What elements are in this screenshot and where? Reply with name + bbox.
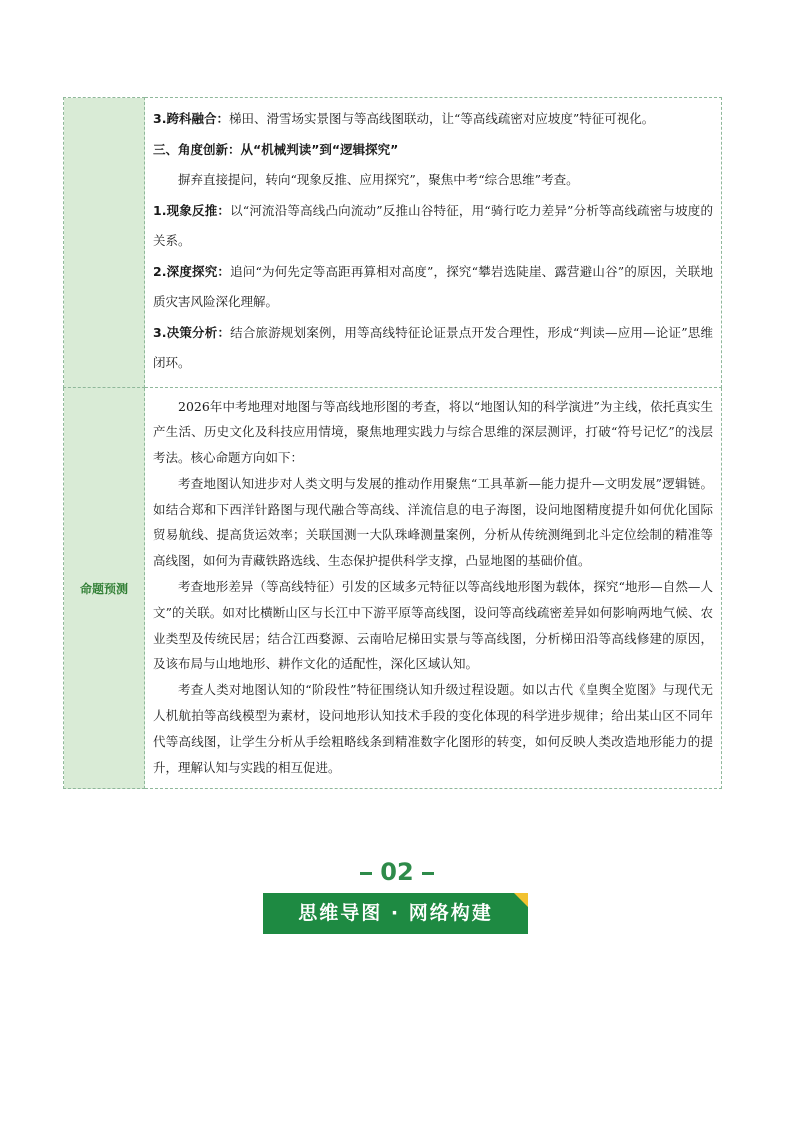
section-number: 02 bbox=[0, 858, 794, 886]
paragraph-direction-2: 考查地形差异（等高线特征）引发的区域多元特征以等高线地形图为载体，探究“地形—自然—人文”的关联。如对比横断山区与长江中下游平原等高线图，设问等高线疏密差异如何影响两地气候、农业类型及传统民居；结合江西婺源、云南哈尼梯田实景与等高线图，分析梯田沿等高线修建的原因，及该布局与山地地形、耕作文化的适配性，深化区域认知。 bbox=[153, 579, 713, 672]
paragraph-direction-1: 考查地图认知进步对人类文明与发展的推动作用聚焦“工具革新—能力提升—文明发展”逻辑链。如结合郑和下西洋针路图与现代融合等高线、洋流信息的电子海图，设问地图精度提升如何优化国际贸易航线、提高货运效率；关联国测一大队珠峰测量案例，分析从传统测绳到北斗定位绘制的精准等高线图，如何为青藏铁路选线、生态保护提供科学支撑，凸显地图的基础价值。 bbox=[153, 475, 713, 569]
row-label-cell bbox=[64, 387, 145, 789]
table-row-innovation bbox=[64, 98, 722, 388]
dash-right bbox=[422, 872, 434, 875]
table-row-prediction bbox=[64, 387, 722, 789]
line-cross-discipline: 3.跨科融合：梯田、滑雪场实景图与等高线图联动，让“等高线疏密对应坡度”特征可视化。 bbox=[153, 111, 655, 126]
row-content-prediction bbox=[145, 387, 722, 789]
content-table bbox=[63, 97, 722, 789]
paragraph-overview: 2026年中考地理对地图与等高线地形图的考查，将以“地图认知的科学演进”为主线，依托真实生产生活、历史文化及科技应用情境，聚焦地理实践力与综合思维的深层测评，打破“符号记忆”的浅层考法。核心命题方向如下： bbox=[153, 398, 713, 466]
line-decision: 3.决策分析：结合旅游规划案例，用等高线特征论证景点开发合理性，形成“判读—应用—论证”思维闭环。 bbox=[153, 324, 713, 370]
section-title: 思维导图 · 网络构建 bbox=[298, 902, 493, 924]
dash-left bbox=[360, 872, 372, 875]
row-content-innovation bbox=[145, 98, 722, 388]
subheading-angle-innovation: 三、角度创新：从“机械判读”到“逻辑探究” bbox=[153, 141, 399, 157]
line-phenomenon: 1.现象反推：以“河流沿等高线凸向流动”反推山谷特征，用“骑行吃力差异”分析等高线疏密与坡度的关系。 bbox=[153, 202, 713, 248]
banner-corner-decoration bbox=[514, 893, 528, 907]
section-title-banner bbox=[263, 893, 528, 934]
line-intro: 摒弃直接提问，转向“现象反推、应用探究”，聚焦中考“综合思维”考查。 bbox=[178, 172, 579, 187]
row-label-empty bbox=[64, 98, 145, 388]
line-deep-inquiry: 2.深度探究：追问“为何先定等高距再算相对高度”，探究“攀岩选陡崖、露营避山谷”的原因，关联地质灾害风险深化理解。 bbox=[153, 263, 713, 309]
row-label-prediction: 命题预测 bbox=[79, 582, 128, 597]
paragraph-direction-3: 考查人类对地图认知的“阶段性”特征围绕认知升级过程设题。如以古代《皇舆全览图》与现代无人机航拍等高线模型为素材，设问地形认知技术手段的变化体现的科学进步规律；给出某山区不同年代等高线图，让学生分析从手绘粗略线条到精准数字化图形的转变，如何反映人类改造地形能力的提升，理解认知与实践的相互促进。 bbox=[153, 682, 713, 775]
